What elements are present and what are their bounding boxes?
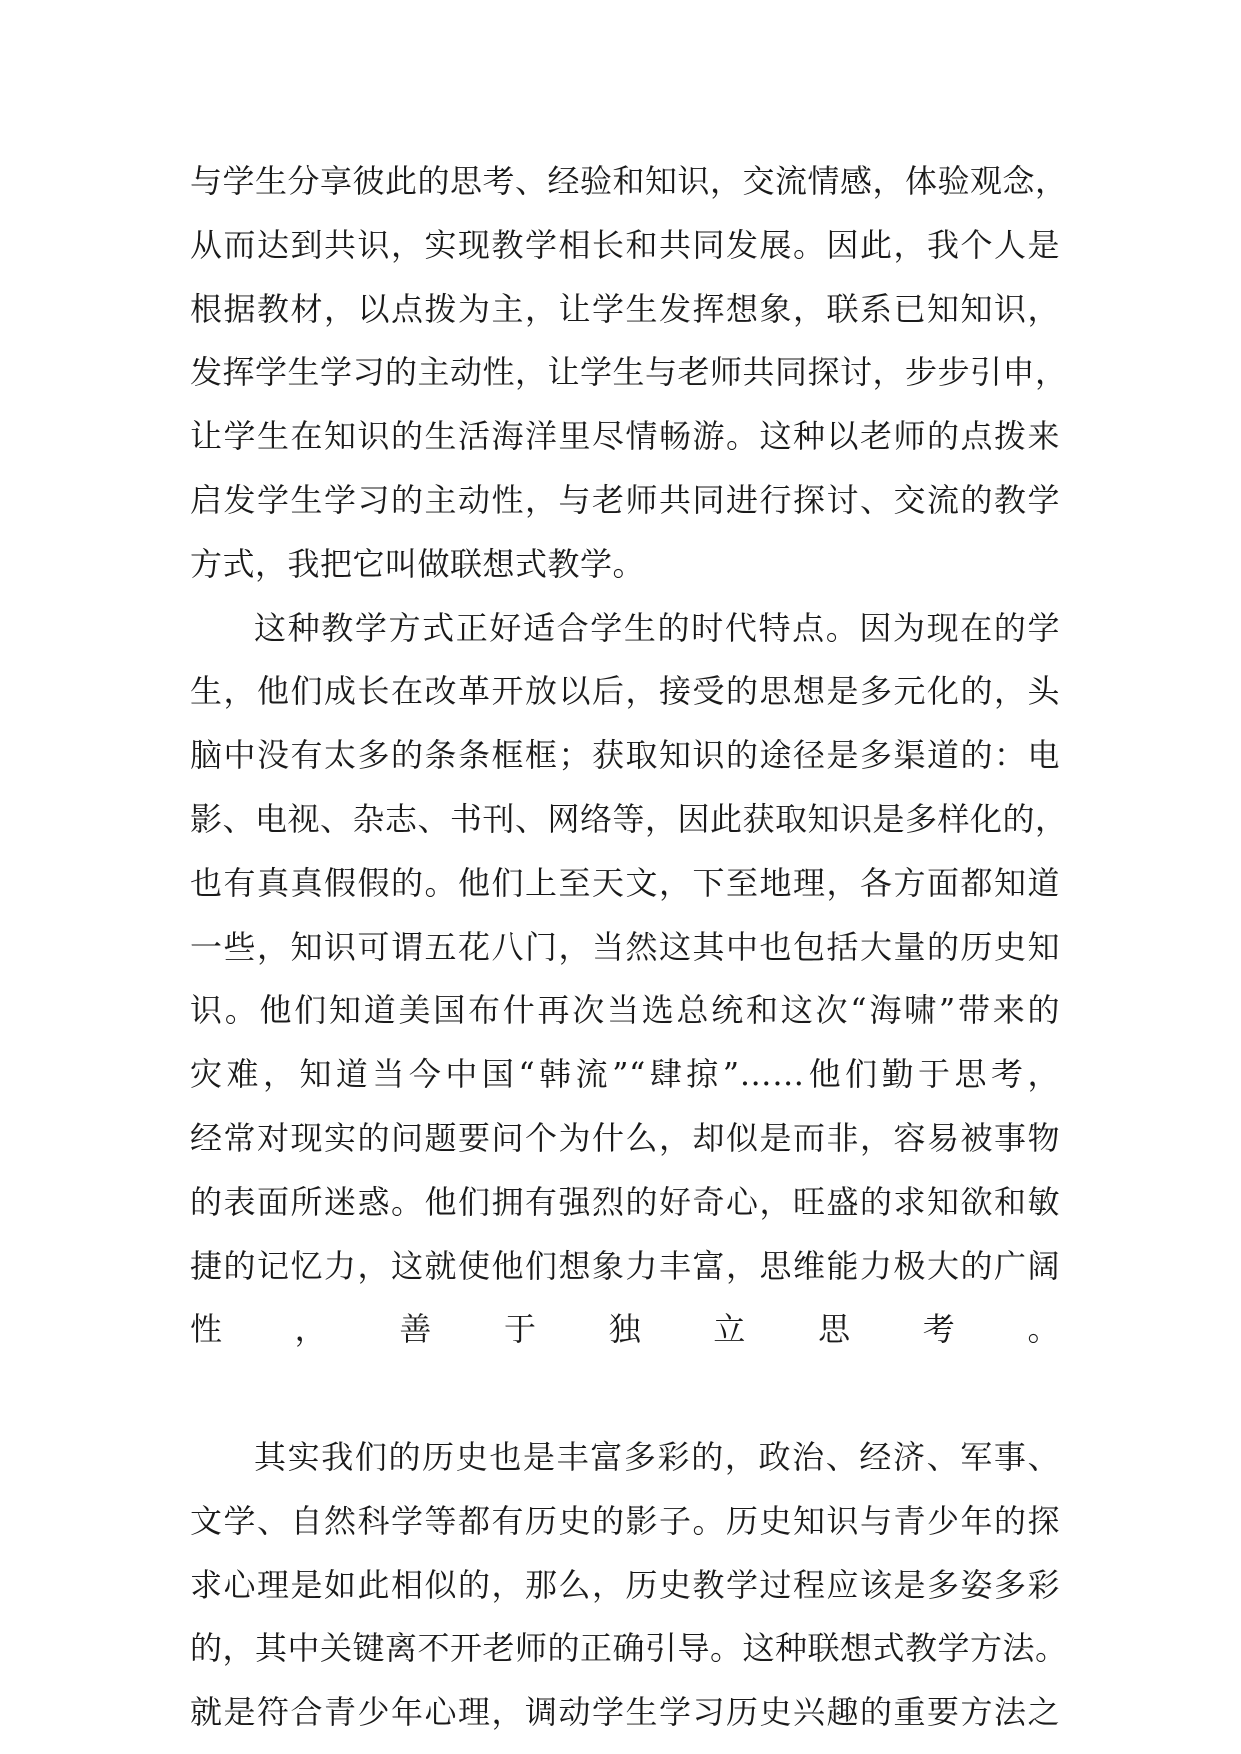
body-text [190, 150, 1068, 1745]
text-line: 从而达到共识，实现教学相长和共同发展。因此，我个人是 [190, 225, 1060, 264]
text-line: 经常对现实的问题要问个为什么，却似是而非，容易被事物 [190, 1118, 1060, 1157]
paragraph-2 [190, 597, 1068, 1426]
text-line: 发挥学生学习的主动性，让学生与老师共同探讨，步步引申， [190, 353, 1068, 392]
text-line: 求心理是如此相似的，那么，历史教学过程应该是多姿多彩 [190, 1565, 1060, 1604]
text-line: 脑中没有太多的条条框框；获取知识的途径是多渠道的：电 [190, 736, 1060, 775]
text-line: 生，他们成长在改革开放以后，接受的思想是多元化的，头 [190, 672, 1060, 711]
text-line: 性，善于独立思考。 [190, 1310, 1060, 1349]
text-line: 启发学生学习的主动性，与老师共同进行探讨、交流的教学 [190, 480, 1060, 519]
text-line: 的，其中关键离不开老师的正确引导。这种联想式教学方法。 [190, 1629, 1068, 1668]
text-line: 方式，我把它叫做联想式教学。 [190, 544, 646, 583]
text-line: 其实我们的历史也是丰富多彩的，政治、经济、军事、 [254, 1437, 1060, 1476]
text-line: 影、电视、杂志、书刊、网络等，因此获取知识是多样化的， [190, 799, 1068, 838]
text-line: 捷的记忆力，这就使他们想象力丰富，思维能力极大的广阔 [190, 1246, 1060, 1285]
paragraph-1 [190, 150, 1068, 597]
text-line [190, 1362, 1060, 1426]
text-line: 就是符合青少年心理，调动学生学习历史兴趣的重要方法之 [190, 1693, 1060, 1732]
text-line: 也有真真假假的。他们上至天文，下至地理，各方面都知道 [190, 863, 1060, 902]
text-line: 的表面所迷惑。他们拥有强烈的好奇心，旺盛的求知欲和敏 [190, 1182, 1060, 1221]
paragraph-3 [190, 1426, 1068, 1745]
text-line: 根据教材，以点拨为主，让学生发挥想象，联系已知知识， [190, 289, 1060, 328]
text-line: 一些，知识可谓五花八门，当然这其中也包括大量的历史知 [190, 927, 1060, 966]
text-line: 灾难，知道当今中国“韩流”“肆掠”……他们勤于思考， [190, 1055, 1060, 1094]
text-line: 文学、自然科学等都有历史的影子。历史知识与青少年的探 [190, 1501, 1060, 1540]
text-line: 与学生分享彼此的思考、经验和知识，交流情感，体验观念， [190, 162, 1068, 200]
text-line: 让学生在知识的生活海洋里尽情畅游。这种以老师的点拨来 [190, 417, 1060, 456]
text-line: 识。他们知道美国布什再次当选总统和这次“海啸”带来的 [190, 991, 1060, 1030]
text-line: 这种教学方式正好适合学生的时代特点。因为现在的学 [254, 608, 1060, 647]
